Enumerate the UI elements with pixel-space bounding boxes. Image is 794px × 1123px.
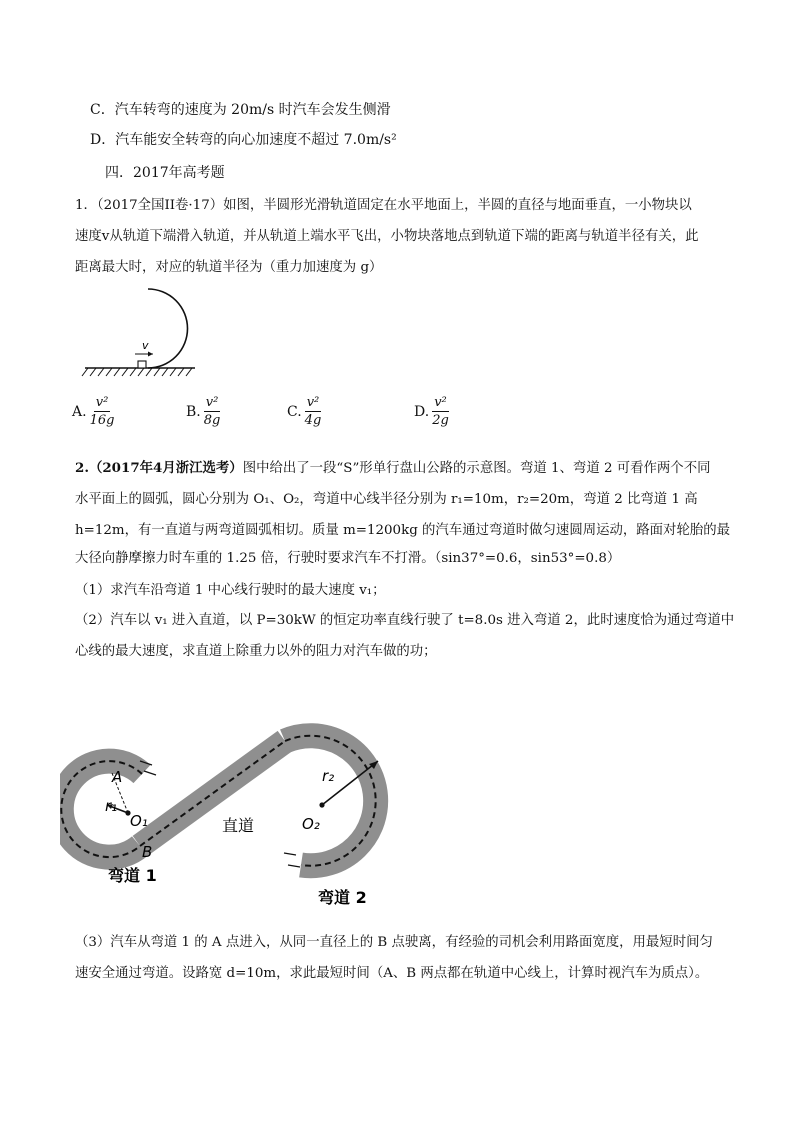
q2-part2-line1: （2）汽车以 v₁ 进入直道，以 P=30kW 的恒定功率直线行驶了 t=8.0s 进入弯道 2，此时速度恰为通过弯道中 <box>75 613 735 628</box>
q1-line2: 速度v从轨道下端滑入轨道，并从轨道上端水平飞出，小物块落地点到轨道下端的距离与轨道半径有关，此 <box>75 229 699 244</box>
choice-d-fraction: $\frac{\text{v²}}{2g}$ <box>432 395 449 428</box>
choice-b[interactable] <box>186 395 220 428</box>
choice-a-fraction: $\frac{\text{v²}}{16g}$ <box>89 395 115 428</box>
choice-c-fraction: $\frac{\text{v²}}{4g}$ <box>304 395 322 428</box>
choice-a[interactable] <box>72 395 114 428</box>
choice-c-letter: C. <box>287 403 302 420</box>
r1-label: r₁ <box>105 797 118 815</box>
half-circle-track-figure <box>80 283 230 383</box>
choice-a-letter: A. <box>72 403 87 420</box>
option-c: C．汽车转弯的速度为 20m/s 时汽车会发生侧滑 <box>90 102 391 118</box>
q1-line3: 距离最大时，对应的轨道半径为（重力加速度为 g） <box>75 260 383 275</box>
choice-c[interactable] <box>287 395 321 428</box>
bend1-label: 弯道 1 <box>108 866 157 885</box>
q2-line2: 水平面上的圆弧，圆心分别为 O₁、O₂，弯道中心线半径分别为 r₁=10m，r₂=20m，弯道 2 比弯道 1 高 <box>75 492 698 507</box>
option-d: D．汽车能安全转弯的向心加速度不超过 7.0m/s² <box>90 132 397 148</box>
velocity-label: v <box>142 339 149 352</box>
s-road-figure <box>60 705 420 920</box>
q2-line4: 大径向静摩擦力时车重的 1.25 倍，行驶时要求汽车不打滑。（sin37°=0.6，sin53°=0.8） <box>75 551 621 566</box>
q2-part1: （1）求汽车沿弯道 1 中心线行驶时的最大速度 v₁； <box>75 583 386 598</box>
point-b-label: B <box>142 843 153 861</box>
choice-d-letter: D. <box>414 403 430 420</box>
q2-part2-line2: 心线的最大速度，求直道上除重力以外的阻力对汽车做的功； <box>75 644 437 659</box>
q2-part3-line2: 速安全通过弯道。设路宽 d=10m，求此最短时间（A、B 两点都在轨道中心线上，计算时视汽车为质点）。 <box>75 966 709 981</box>
q2-head: 2.（2017年4月浙江选考） <box>75 460 243 476</box>
q1-line1: 1．（2017全国II卷·17）如图，半圆形光滑轨道固定在水平地面上，半圆的直径与地面垂直，一小物块以 <box>75 198 692 213</box>
section-title: 四．2017年高考题 <box>105 165 225 181</box>
straight-road-label: 直道 <box>222 816 255 835</box>
q2-line3: h=12m，有一直道与两弯道圆弧相切。质量 m=1200kg 的汽车通过弯道时做匀速圆周运动，路面对轮胎的最 <box>75 523 731 538</box>
q2-line1: 2.（2017年4月浙江选考）图中给出了一段“S”形单行盘山公路的示意图。弯道 1、弯道 2 可看作两个不同 <box>75 460 711 476</box>
choice-b-fraction: $\frac{\text{v²}}{8g}$ <box>203 395 221 428</box>
o1-label: O₁ <box>130 812 148 830</box>
choice-b-letter: B. <box>186 403 201 420</box>
o2-label: O₂ <box>302 815 320 833</box>
choice-d[interactable] <box>414 395 449 428</box>
bend2-label: 弯道 2 <box>318 888 367 907</box>
q2-part3-line1: （3）汽车从弯道 1 的 A 点进入，从同一直径上的 B 点驶离，有经验的司机会利用路面宽度，用最短时间匀 <box>75 935 713 950</box>
r2-label: r₂ <box>322 767 335 785</box>
point-a-label: A <box>112 768 123 786</box>
